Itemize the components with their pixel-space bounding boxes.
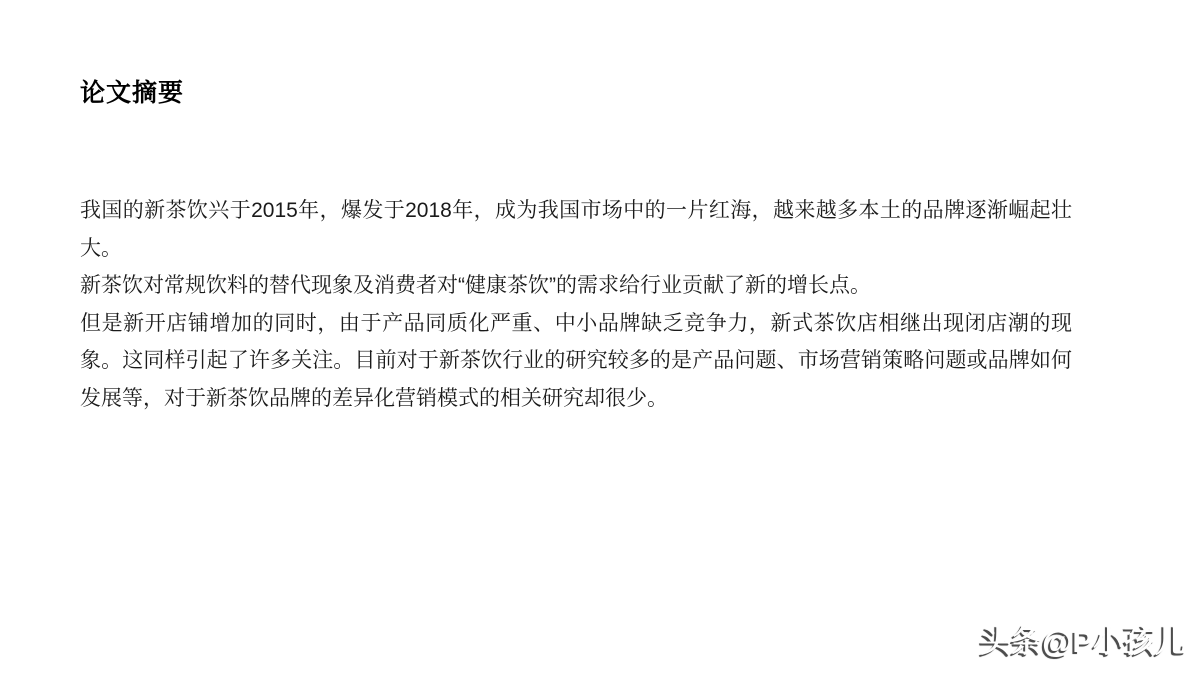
abstract-body	[80, 192, 1072, 417]
toutiao-watermark: 头条@P小孩儿 头条@P小孩儿	[978, 618, 1184, 663]
abstract-paragraph: 新茶饮对常规饮料的替代现象及消费者对“健康茶饮”的需求给行业贡献了新的增长点。	[80, 274, 871, 297]
abstract-paragraph: 我国的新茶饮兴于2015年，爆发于2018年，成为我国市场中的一片红海，越来越多本土的品牌逐渐崛起壮大。	[80, 199, 1072, 260]
page-title: 论文摘要	[80, 78, 185, 107]
abstract-paragraph: 但是新开店铺增加的同时，由于产品同质化严重、中小品牌缺乏竞争力，新式茶饮店相继出现闭店潮的现象。这同样引起了许多关注。目前对于新茶饮行业的研究较多的是产品问题、市场营销策略问题或品牌如何发展等，对于新茶饮品牌的差异化营销模式的相关研究却很少。	[80, 311, 1072, 410]
